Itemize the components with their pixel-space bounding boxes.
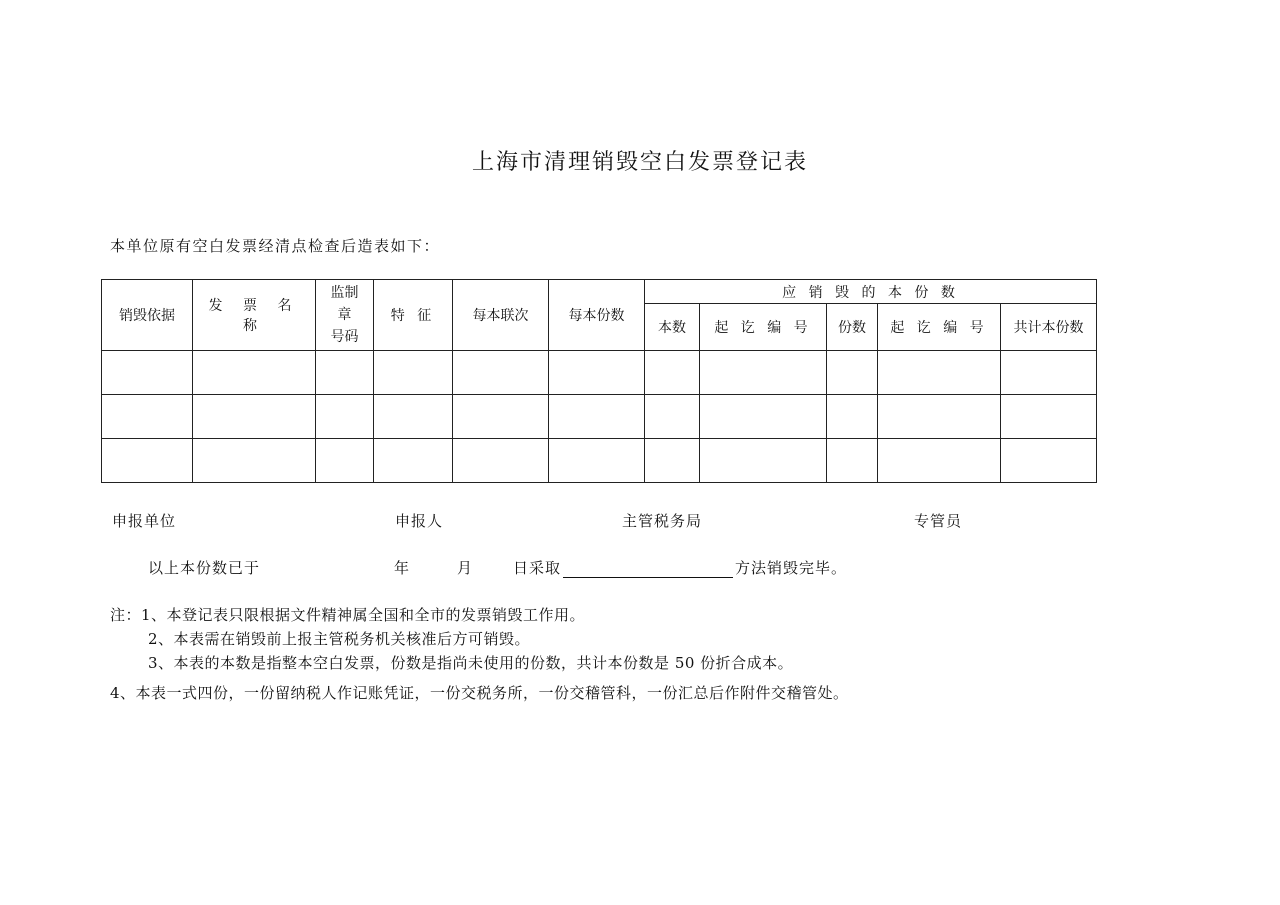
header-seal-line3: 号码	[330, 329, 359, 345]
header-feature: 特 征	[374, 280, 453, 351]
note-line-1: 注：1、本登记表只限根据文件精神属全国和全市的发票销毁工作用。	[110, 606, 586, 624]
cell[interactable]	[102, 395, 193, 439]
completion-day-method	[513, 557, 847, 578]
completion-day: 日采取	[513, 559, 562, 577]
cell[interactable]	[453, 351, 549, 395]
header-destroy-group: 应 销 毁 的 本 份 数	[645, 280, 1097, 304]
register-table	[101, 279, 1097, 483]
cell[interactable]	[700, 439, 827, 483]
intro-text: 本单位原有空白发票经清点检查后造表如下：	[110, 237, 441, 255]
cell[interactable]	[374, 439, 453, 483]
cell[interactable]	[374, 351, 453, 395]
cell[interactable]	[102, 351, 193, 395]
label-tax-bureau: 主管税务局	[622, 512, 703, 530]
header-seal-number	[316, 280, 374, 351]
cell[interactable]	[316, 439, 374, 483]
cell[interactable]	[700, 395, 827, 439]
form-title: 上海市清理销毁空白发票登记表	[471, 150, 808, 175]
cell[interactable]	[374, 395, 453, 439]
header-sets: 份数	[827, 304, 878, 351]
header-invoice-name: 发 票 名 称	[193, 280, 316, 351]
label-reporting-unit: 申报单位	[112, 512, 177, 530]
cell[interactable]	[645, 439, 700, 483]
completion-suffix: 方法销毁完毕。	[735, 559, 848, 577]
completion-year: 年	[394, 559, 411, 577]
cell[interactable]	[549, 439, 645, 483]
cell[interactable]	[645, 395, 700, 439]
cell[interactable]	[1001, 439, 1097, 483]
cell[interactable]	[193, 439, 316, 483]
cell[interactable]	[549, 351, 645, 395]
completion-month: 月	[457, 559, 474, 577]
cell[interactable]	[1001, 351, 1097, 395]
cell[interactable]	[453, 395, 549, 439]
table-row	[102, 439, 1097, 483]
cell[interactable]	[316, 395, 374, 439]
cell[interactable]	[878, 351, 1001, 395]
header-basis: 销毁依据	[102, 280, 193, 351]
note-line-2: 2、本表需在销毁前上报主管税务机关核准后方可销毁。	[148, 630, 531, 648]
header-total: 共计本份数	[1001, 304, 1097, 351]
header-sets-per-book: 每本份数	[549, 280, 645, 351]
table-row	[102, 351, 1097, 395]
cell[interactable]	[193, 395, 316, 439]
method-blank-field[interactable]	[563, 561, 733, 578]
cell[interactable]	[193, 351, 316, 395]
cell[interactable]	[645, 351, 700, 395]
label-officer: 专管员	[914, 512, 963, 530]
header-range-sets: 起 讫 编 号	[878, 304, 1001, 351]
cell[interactable]	[827, 439, 878, 483]
cell[interactable]	[316, 351, 374, 395]
cell[interactable]	[827, 395, 878, 439]
cell[interactable]	[878, 395, 1001, 439]
cell[interactable]	[549, 395, 645, 439]
note-line-3: 3、本表的本数是指整本空白发票，份数是指尚未使用的份数，共计本份数是 50 份折合成本。	[148, 654, 794, 672]
note-line-4: 4、本表一式四份，一份留纳税人作记账凭证，一份交税务所，一份交稽管科，一份汇总后作附件交稽管处。	[110, 684, 849, 702]
cell[interactable]	[1001, 395, 1097, 439]
header-copies-per-book: 每本联次	[453, 280, 549, 351]
header-books: 本数	[645, 304, 700, 351]
header-seal-line2: 章	[337, 307, 352, 323]
table-row	[102, 395, 1097, 439]
cell[interactable]	[453, 439, 549, 483]
cell[interactable]	[700, 351, 827, 395]
header-seal-line1: 监制	[330, 285, 359, 301]
header-range-books: 起 讫 编 号	[700, 304, 827, 351]
completion-prefix: 以上本份数已于	[148, 559, 261, 577]
cell[interactable]	[827, 351, 878, 395]
label-reporter: 申报人	[395, 512, 444, 530]
cell[interactable]	[102, 439, 193, 483]
cell[interactable]	[878, 439, 1001, 483]
